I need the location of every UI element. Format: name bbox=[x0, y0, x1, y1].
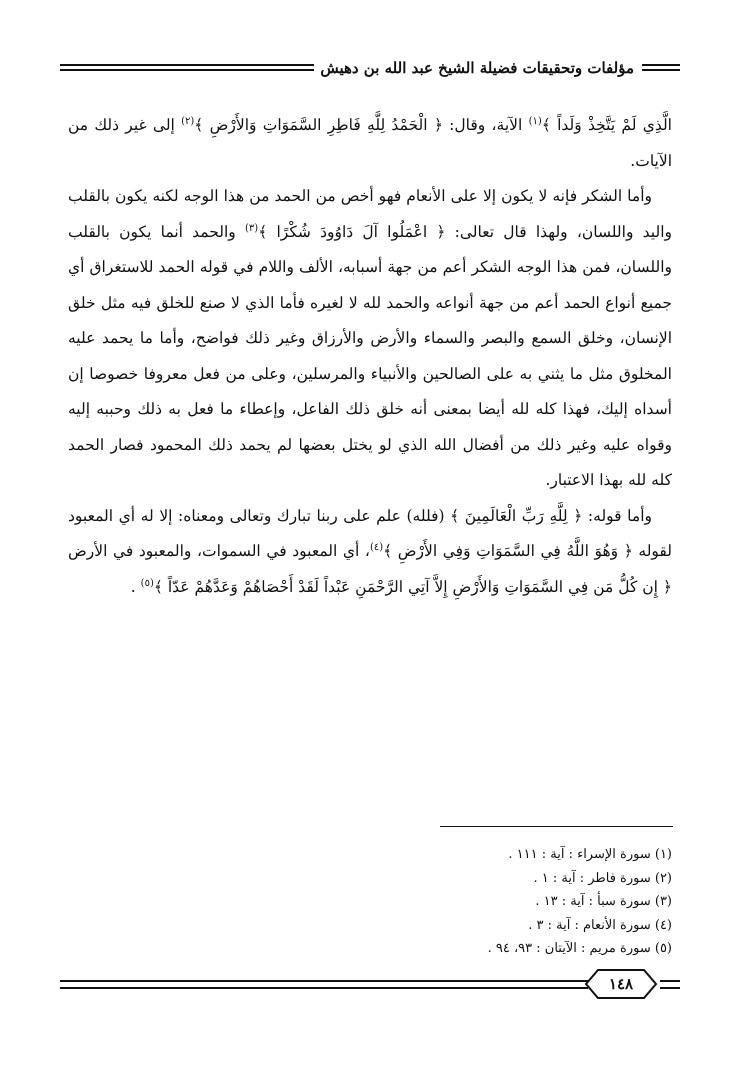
text-segment: . bbox=[130, 577, 141, 596]
body-text bbox=[68, 108, 672, 605]
header-rule-right bbox=[642, 64, 680, 71]
footnote-item: (٤) سورة الأنعام : آية : ٣ . bbox=[528, 917, 672, 933]
paragraph bbox=[68, 179, 672, 499]
footer-rule-right bbox=[660, 980, 680, 989]
footnote-ref: (٢) bbox=[181, 115, 195, 127]
footnote-divider bbox=[440, 826, 673, 827]
footnotes bbox=[372, 843, 672, 961]
paragraph bbox=[68, 499, 672, 606]
footnote-item: (٥) سورة مريم : الآيتان : ٩٣، ٩٤ . bbox=[487, 941, 672, 956]
footnote-ref: (٤) bbox=[369, 541, 384, 553]
text-segment: ، أي المعبود في السموات، والمعبود في الأرض ﴿ إِن كُلُّ مَن فِي السَّمَوَاتِ وَالأَرْضِ إِلاَّ آتِي الرَّحْمَنِ عَبْداً لَقَدْ أَحْصَاهُمْ وَعَدَّهُمْ عَدّاً ﴾ bbox=[68, 542, 672, 596]
page-number-badge bbox=[584, 968, 658, 1000]
footnote-item: (٢) سورة فاطر : آية : ١ . bbox=[533, 870, 672, 886]
paragraph bbox=[68, 108, 672, 179]
header-title: مؤلفات وتحقيقات فضيلة الشيخ عبد الله بن دهيش bbox=[314, 58, 634, 78]
footnote-item: (١) سورة الإسراء : آية : ١١١ . bbox=[508, 847, 672, 862]
footnote-ref: (١) bbox=[528, 115, 542, 127]
running-header bbox=[60, 58, 680, 80]
page-number: ١٤٨ bbox=[608, 975, 634, 993]
text-segment: والحمد أنما يكون بالقلب واللسان، فمن هذا الوجه الشكر أعم من جهة أسبابه، الألف واللام في قوله الحمد للاستغراق أي جميع أنواع الحمد أعم من جهة أنواعه والحمد لله لا لغيره فأما الذي لا صنع للخلق فيه مثل خلق الإنسان، وخلق السمع والبصر والسماء والأرض والأرزاق وغير ذلك فواضح، وأما ما يحمد عليه المخلوق مثل ما يثني به على الصالحين والأنبياء والمرسلين، وعلى من فعل معروفا خصوصا إن أسداه إليك، فهذا كله لله أيضا بمعنى أنه خلق ذلك الفاعل، وإعطاء ما فعل به ذلك وحببه إليه وقواه عليه وغير ذلك من أفضال الله الذي لو يختل بعضها لم يحمد ذلك المحمود فصار الحمد كله لله بهذا الاعتبار. bbox=[68, 222, 672, 489]
text-segment: الآية، وقال: ﴿ الْحَمْدُ لِلَّهِ فَاطِرِ السَّمَوَاتِ وَالأَرْضِ ﴾ bbox=[194, 116, 529, 134]
text-segment: إلى غير ذلك من الآيات. bbox=[68, 116, 672, 170]
text-segment: الَّذِي لَمْ يَتَّخِذْ وَلَداً ﴾ bbox=[541, 116, 672, 134]
footnote-ref: (٥) bbox=[140, 577, 154, 589]
text-segment: وأما الشكر فإنه لا يكون إلا على الأنعام فهو أخص من الحمد من هذا الوجه لكنه يكون بالقلب واليد واللسان، ولهذا قال تعالى: ﴿ اعْمَلُوا آلَ دَاوُودَ شُكْرًا ﴾ bbox=[68, 187, 672, 241]
footnote-item: (٣) سورة سبأ : آية : ١٣ . bbox=[535, 894, 672, 909]
page-footer bbox=[60, 968, 680, 1002]
text-segment: وأما قوله: ﴿ لِلَّهِ رَبِّ الْعَالَمِينَ ﴾ (فلله) علم على ربنا تبارك وتعالى ومعناه: إلا له أي المعبود لقوله ﴿ وَهُوَ اللَّهُ فِي السَّمَوَاتِ وَفِي الأَرْضِ ﴾ bbox=[68, 506, 672, 560]
footnote-ref: (٣) bbox=[245, 222, 259, 234]
footer-rule-left bbox=[60, 980, 588, 989]
